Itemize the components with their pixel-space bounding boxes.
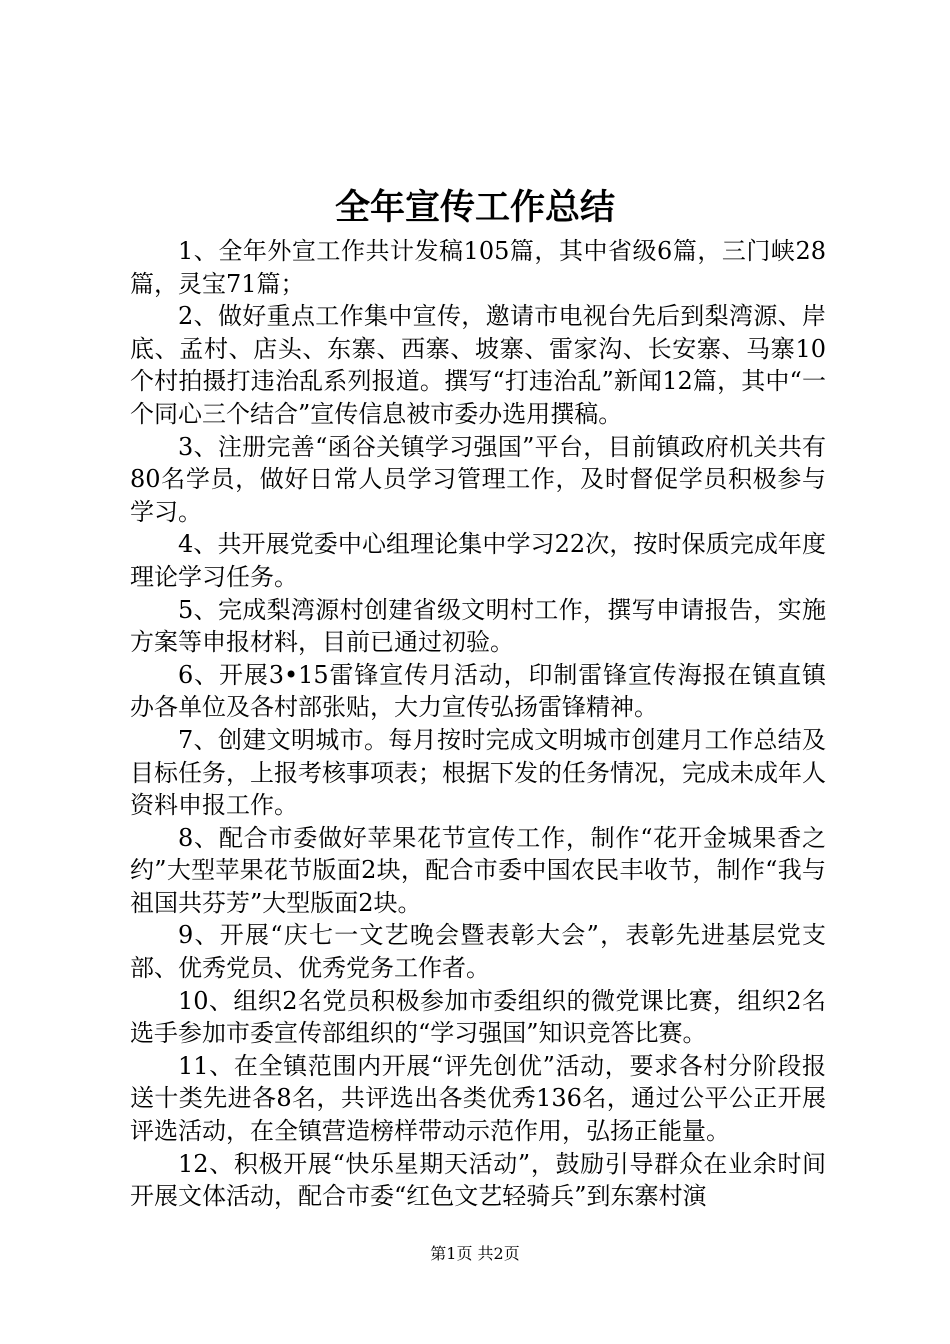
page-footer: 第1页 共2页 (430, 1244, 520, 1263)
paragraph-3: 3、注册完善“函谷关镇学习强国”平台，目前镇政府机关共有80名学员，做好日常人员学习管理工作，及时督促学员积极参与学习。 (130, 432, 826, 526)
paragraph-5: 5、完成梨湾源村创建省级文明村工作，撰写申请报告，实施方案等申报材料，目前已通过初验。 (130, 595, 826, 657)
paragraph-4: 4、共开展党委中心组理论集中学习22次，按时保质完成年度理论学习任务。 (130, 530, 826, 591)
document-title: 全年宣传工作总结 (334, 188, 615, 228)
paragraph-10: 10、组织2名党员积极参加市委组织的微党课比赛，组织2名选手参加市委宣传部组织的“学习强国”知识竞答比赛。 (130, 986, 826, 1048)
paragraph-9: 9、开展“庆七一文艺晚会暨表彰大会”，表彰先进基层党支部、优秀党员、优秀党务工作者。 (130, 921, 826, 983)
paragraph-2: 2、做好重点工作集中宣传，邀请市电视台先后到梨湾源、岸底、孟村、店头、东寨、西寨、坡寨、雷家沟、长安寨、马寨10个村拍摄打违治乱系列报道。撰写“打违治乱”新闻12篇，其中“一个同心三个结合”宣传信息被市委办选用撰稿。 (130, 302, 826, 428)
paragraph-12: 12、积极开展“快乐星期天活动”，鼓励引导群众在业余时间开展文体活动，配合市委“红色文艺轻骑兵”到东寨村演 (130, 1149, 826, 1211)
paragraph-11: 11、在全镇范围内开展“评先创优”活动，要求各村分阶段报送十类先进各8名，共评选出各类优秀136名，通过公平公正开展评选活动，在全镇营造榜样带动示范作用，弘扬正能量。 (130, 1051, 826, 1146)
paragraph-1: 1、全年外宣工作共计发稿105篇，其中省级6篇，三门峡28篇，灵宝71篇； (130, 237, 826, 298)
paragraph-8: 8、配合市委做好苹果花节宣传工作，制作“花开金城果香之约”大型苹果花节版面2块，配合市委中国农民丰收节，制作“我与祖国共芬芳”大型版面2块。 (130, 823, 826, 917)
paragraph-7: 7、创建文明城市。每月按时完成文明城市创建月工作总结及目标任务，上报考核事项表；根据下发的任务情况，完成未成年人资料申报工作。 (130, 725, 826, 820)
paragraph-6: 6、开展3•15雷锋宣传月活动，印制雷锋宣传海报在镇直镇办各单位及各村部张贴，大力宣传弘扬雷锋精神。 (130, 660, 826, 722)
document-body (130, 235, 826, 1213)
